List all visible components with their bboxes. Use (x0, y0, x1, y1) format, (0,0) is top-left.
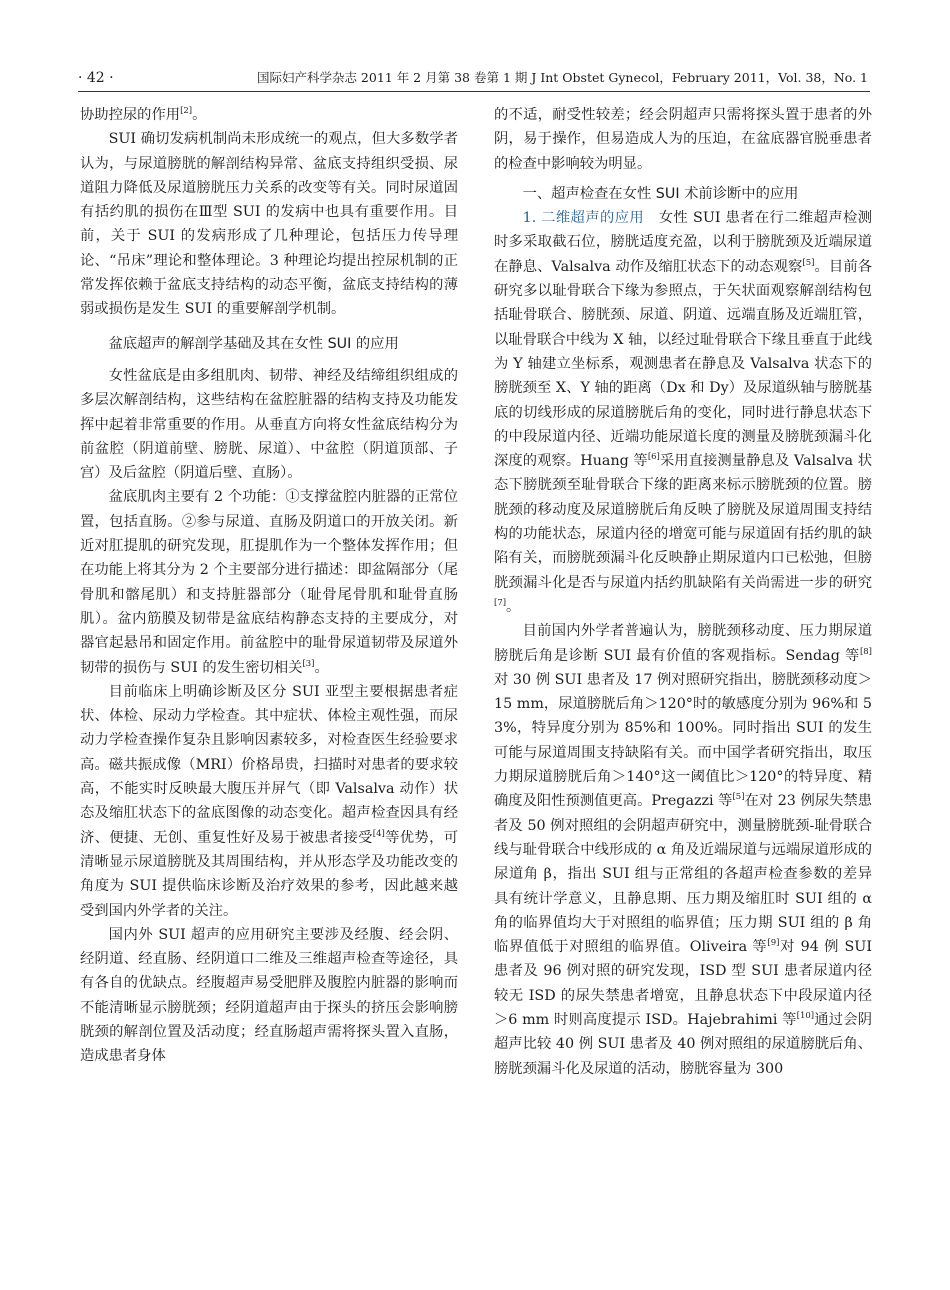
section-heading: 盆底超声的解剖学基础及其在女性 SUI 的应用 (108, 335, 399, 352)
reference-mark: [5] (802, 258, 815, 269)
paragraph: 国内外 SUI 超声的应用研究主要涉及经腹、经会阴、经阴道、经直肠、经阴道口二维及三维超声检查等途径，具有各自的优缺点。经腹超声易受肥胖及腹腔内脏器的影响而不能清晰显示膀胱颈；经阴道超声由于探头的挤压会影响膀胱颈的解剖位置及活动度；经直肠超声需将探头置入直肠，造成患者身体 (80, 926, 458, 1065)
paragraph: 1. 二维超声的应用 女性 SUI 患者在行二维超声检测时多采取截石位，膀胱适度充盈，以利于膀胱颈及近端尿道在静息、Valsalva 动作及缩肛状态下的动态观察[5]。目前各研究多以耻骨联合下缘为参照点，于矢状面观察解剖结构包括耻骨联合、膀胱颈、尿道、阴道、远端直肠及近端肛管，以耻骨联合中线为 X 轴，以经过耻骨联合下缘且垂直于此线为 Y 轴建立坐标系，观测患者在静息及 Valsalva 状态下的膀胱颈至 X、Y 轴的距离（Dx 和 Dy）及尿道纵轴与膀胱基底的切线形成的尿道膀胱后角的变化，同时进行静息状态下的中段尿道内径、近端功能尿道长度的测量及膀胱颈漏斗化深度的观察。Huang 等[6]采用直接测量静息及 Valsalva 状态下膀胱颈至耻骨联合下缘的距离来标示膀胱颈的位置。膀胱颈的移动度及尿道膀胱后角反映了膀胱及尿道周围支持结构的功能状态，尿道内径的增宽可能与尿道固有括约肌的缺陷有关，而膀胱颈漏斗化反映静止期尿道内口已松弛，但膀胱颈漏斗化是否与尿道内括约肌缺陷有关尚需进一步的研究[7]。 (494, 210, 873, 615)
paragraph: 目前国内外学者普遍认为，膀胱颈移动度、压力期尿道膀胱后角是诊断 SUI 最有价值的客观指标。Sendag 等[8]对 30 例 SUI 患者及 17 例对照研究指出，膀胱颈移动度＞15 mm，尿道膀胱后角＞120°时的敏感度分别为 96%和 53%，特异度分别为 85%和 100%。同时指出 SUI 的发生可能与尿道周围支持缺陷有关。而中国学者研究指出，取压力期尿道膀胱后角＞140°这一阈值比＞120°的特异度、精确度及阳性预测值更高。Pregazzi 等[5]在对 23 例尿失禁患者及 50 例对照组的会阴超声研究中，测量膀胱颈-耻骨联合线与耻骨联合中线形成的 α 角及近端尿道与远端尿道形成的尿道角 β，指出 SUI 组与正常组的各超声检查参数的差异具有统计学意义，且静息期、压力期及缩肛时 SUI 组的 α 角的临界值均大于对照组的临界值；压力期 SUI 组的 β 角临界值低于对照组的临界值。Oliveira 等[9]对 94 例 SUI 患者及 96 例对照的研究发现，ISD 型 SUI 患者尿道内径较无 ISD 的尿失禁患者增宽，且静息状态下中段尿道内径＞6 mm 时则高度提示 ISD。Hajebrahimi 等[10]通过会阴超声比较 40 例 SUI 患者及 40 例对照组的尿道膀胱后角、膀胱颈漏斗化及尿道的活动，膀胱容量为 300 (494, 623, 872, 1077)
page-number: · 42 · (78, 70, 114, 86)
paragraph: 目前临床上明确诊断及区分 SUI 亚型主要根据患者症状、体检、尿动力学检查。其中症状、体检主观性强，而尿动力学检查操作复杂且影响因素较多，对检查医生经验要求高。磁共振成像（MRI）价格昂贵，扫描时对患者的要求较高，不能实时反映最大腹压并屏气（即 Valsalva 动作）状态及缩肛状态下的盆底图像的动态变化。超声检查因具有经济、便捷、无创、重复性好及易于被患者接受[4]等优势，可清晰显示尿道膀胱及其周围结构，并从形态学及功能改变的角度为 SUI 提供临床诊断及治疗效果的参考，因此越来越受到国内外学者的关注。 (80, 683, 459, 919)
running-header (78, 68, 868, 90)
right-column (494, 103, 872, 1081)
paragraph: 盆底肌肉主要有 2 个功能：①支撑盆腔内脏器的正常位置，包括直肠。②参与尿道、直肠及阴道口的开放关闭。新近对肛提肌的研究发现，肛提肌作为一个整体发挥作用；但在功能上将其分为 2 个主要部分进行描述：即盆隔部分（尾骨肌和髂尾肌）和支持脏器部分（耻骨尾骨肌和耻骨直肠肌）。盆内筋膜及韧带是盆底结构静态支持的主要成分，对器官起悬吊和固定作用。前盆腔中的耻骨尿道韧带及尿道外韧带的损伤与 SUI 的发生密切相关[3]。 (80, 489, 458, 676)
reference-mark: [3] (302, 658, 315, 669)
journal-citation: 国际妇产科学杂志 2011 年 2 月第 38 卷第 1 期 J Int Obstet Gynecol，February 2011，Vol. 38，No. 1 (256, 70, 868, 85)
reference-mark: [5] (732, 792, 745, 803)
left-column (80, 103, 458, 1069)
reference-mark: [9] (767, 938, 780, 949)
reference-mark: [4] (372, 828, 385, 839)
header-rule (78, 91, 870, 92)
reference-mark: [6] (647, 452, 660, 463)
reference-mark: [7] (494, 598, 507, 609)
paragraph: 协助控尿的作用[2]。 (80, 106, 207, 123)
reference-mark: [10] (796, 1011, 815, 1022)
reference-mark: [8] (859, 646, 872, 657)
subsection-heading: 1. 二维超声的应用 (522, 210, 645, 227)
paragraph: SUI 确切发病机制尚未形成统一的观点，但大多数学者认为，与尿道膀胱的解剖结构异常、盆底支持组织受损、尿道阻力降低及尿道膀胱压力关系的改变等有关。同时尿道固有括约肌的损伤在Ⅲ型 SUI 的发病中也具有重要作用。目前，关于 SUI 的发病形成了几种理论，包括压力传导理论、“吊床”理论和整体理论。3 种理论均提出控尿机制的正常发挥依赖于盆底支持结构的动态平衡，盆底支持结构的薄弱或损伤是发生 SUI 的重要解剖学机制。 (80, 131, 458, 318)
reference-mark: [2] (180, 106, 193, 117)
paragraph: 女性盆底是由多组肌肉、韧带、神经及结缔组织组成的多层次解剖结构，这些结构在盆腔脏器的结构支持及功能发挥中起着非常重要的作用。从垂直方向将女性盆底结构分为前盆腔（阴道前壁、膀胱、尿道）、中盆腔（阴道顶部、子宫）及后盆腔（阴道后壁、直肠）。 (80, 367, 458, 482)
section-heading: 一、超声检查在女性 SUI 术前诊断中的应用 (522, 185, 799, 202)
paragraph: 的不适，耐受性较差；经会阴超声只需将探头置于患者的外阴，易于操作，但易造成人为的压迫，在盆底器官脱垂患者的检查中影响较为明显。 (494, 107, 872, 172)
